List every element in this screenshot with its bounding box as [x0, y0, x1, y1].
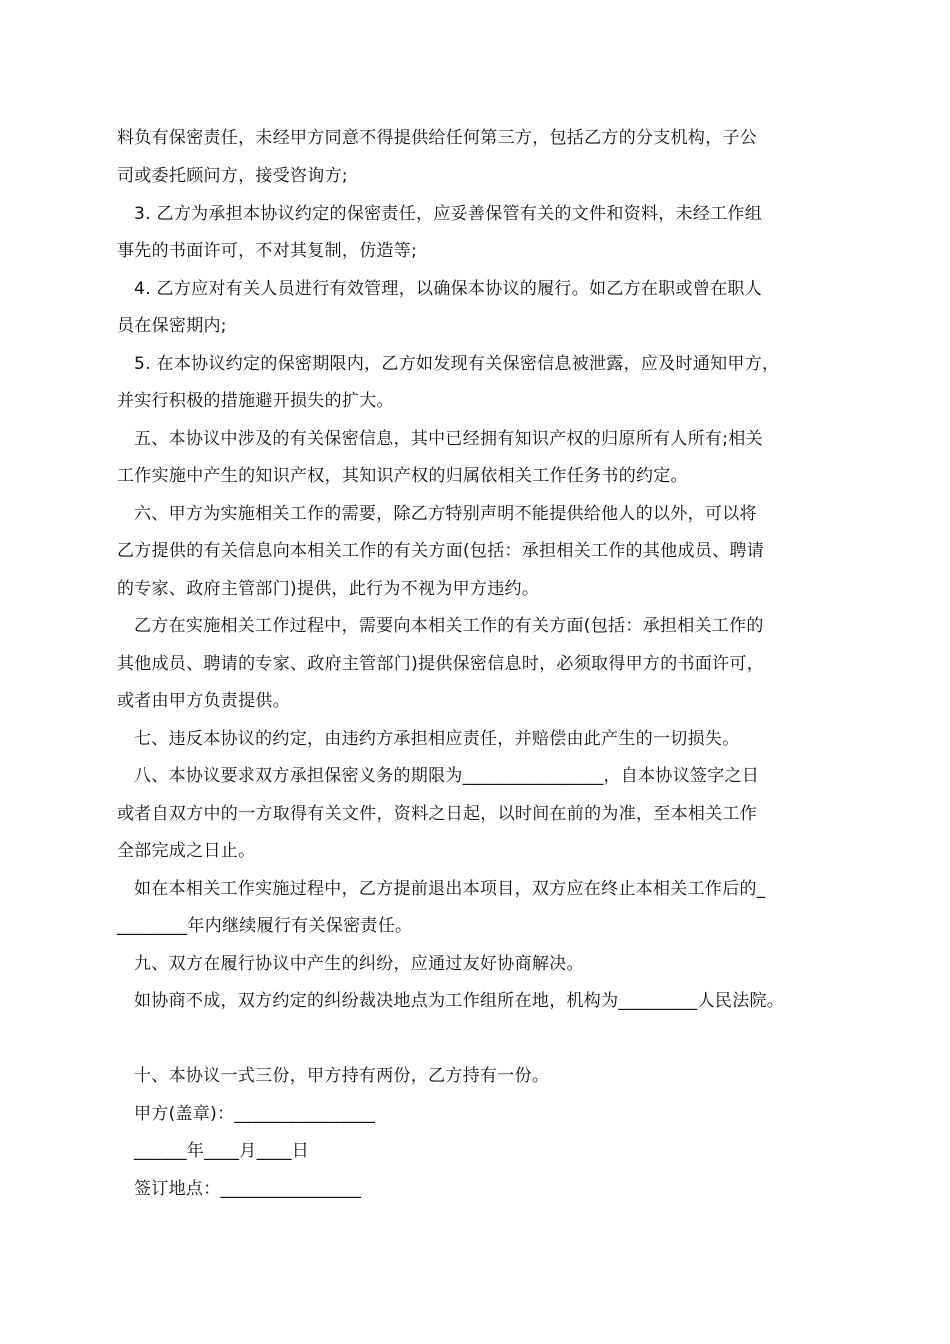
paragraph-line: 事先的书面许可，不对其复制，仿造等;: [117, 241, 418, 261]
paragraph-line: 员在保密期内;: [117, 316, 227, 336]
clause-4-line: 4. 乙方应对有关人员进行有效管理，以确保本协议的履行。如乙方在职或曾在职人: [134, 279, 763, 299]
clause-5-line: 5. 在本协议约定的保密期限内，乙方如发现有关保密信息被泄露，应及时通知甲方，: [134, 354, 780, 374]
section-10-line: 十、本协议一式三份，甲方持有两份，乙方持有一份。: [134, 1066, 550, 1086]
party-a-seal-line: 甲方(盖章)：________________: [134, 1104, 376, 1124]
section-7-line: 七、违反本协议的约定，由违约方承担相应责任，并赔偿由此产生的一切损失。: [134, 729, 740, 749]
paragraph-line: 工作实施中产生的知识产权，其知识产权的归属依相关工作任务书的约定。: [117, 466, 688, 486]
date-line: ______年____月____日: [134, 1141, 310, 1161]
paragraph-line: 乙方提供的有关信息向本相关工作的有关方面(包括：承担相关工作的其他成员、聘请: [117, 541, 765, 561]
paragraph-line: 或者自双方中的一方取得有关文件，资料之日起，以时间在前的为准，至本相关工作: [117, 804, 758, 824]
paragraph-line: 司或委托顾问方，接受咨询方;: [117, 166, 348, 186]
paragraph-line: 其他成员、聘请的专家、政府主管部门)提供保密信息时，必须取得甲方的书面许可，: [117, 654, 765, 674]
paragraph-line: 料负有保密责任，未经甲方同意不得提供给任何第三方，包括乙方的分支机构，子公: [117, 128, 758, 148]
paragraph-line: 并实行积极的措施避开损失的扩大。: [117, 391, 394, 411]
clause-3-line: 3. 乙方为承担本协议约定的保密责任，应妥善保管有关的文件和资料，未经工作组: [134, 204, 763, 224]
section-6-line: 六、甲方为实施相关工作的需要，除乙方特别声明不能提供给他人的以外，可以将: [134, 504, 757, 524]
paragraph-line: 或者由甲方负责提供。: [117, 691, 290, 711]
paragraph-line: ________年内继续履行有关保密责任。: [117, 916, 413, 936]
paragraph-line: 的专家、政府主管部门)提供，此行为不视为甲方违约。: [117, 579, 540, 599]
paragraph-line: 全部完成之日止。: [117, 841, 256, 861]
section-8-line: 八、本协议要求双方承担保密义务的期限为________________，自本协议签字之日: [134, 766, 760, 786]
paragraph-line: 乙方在实施相关工作过程中，需要向本相关工作的有关方面(包括：承担相关工作的: [134, 616, 764, 636]
paragraph-line: 如协商不成，双方约定的纠纷裁决地点为工作组所在地，机构为_________人民法院。: [134, 991, 785, 1011]
section-5-line: 五、本协议中涉及的有关保密信息，其中已经拥有知识产权的归原所有人所有;相关: [134, 429, 763, 449]
signing-place-line: 签订地点：________________: [134, 1179, 362, 1199]
paragraph-line: 如在本相关工作实施过程中，乙方提前退出本项目，双方应在终止本相关工作后的_: [134, 879, 766, 899]
section-9-line: 九、双方在履行协议中产生的纠纷，应通过友好协商解决。: [134, 954, 584, 974]
